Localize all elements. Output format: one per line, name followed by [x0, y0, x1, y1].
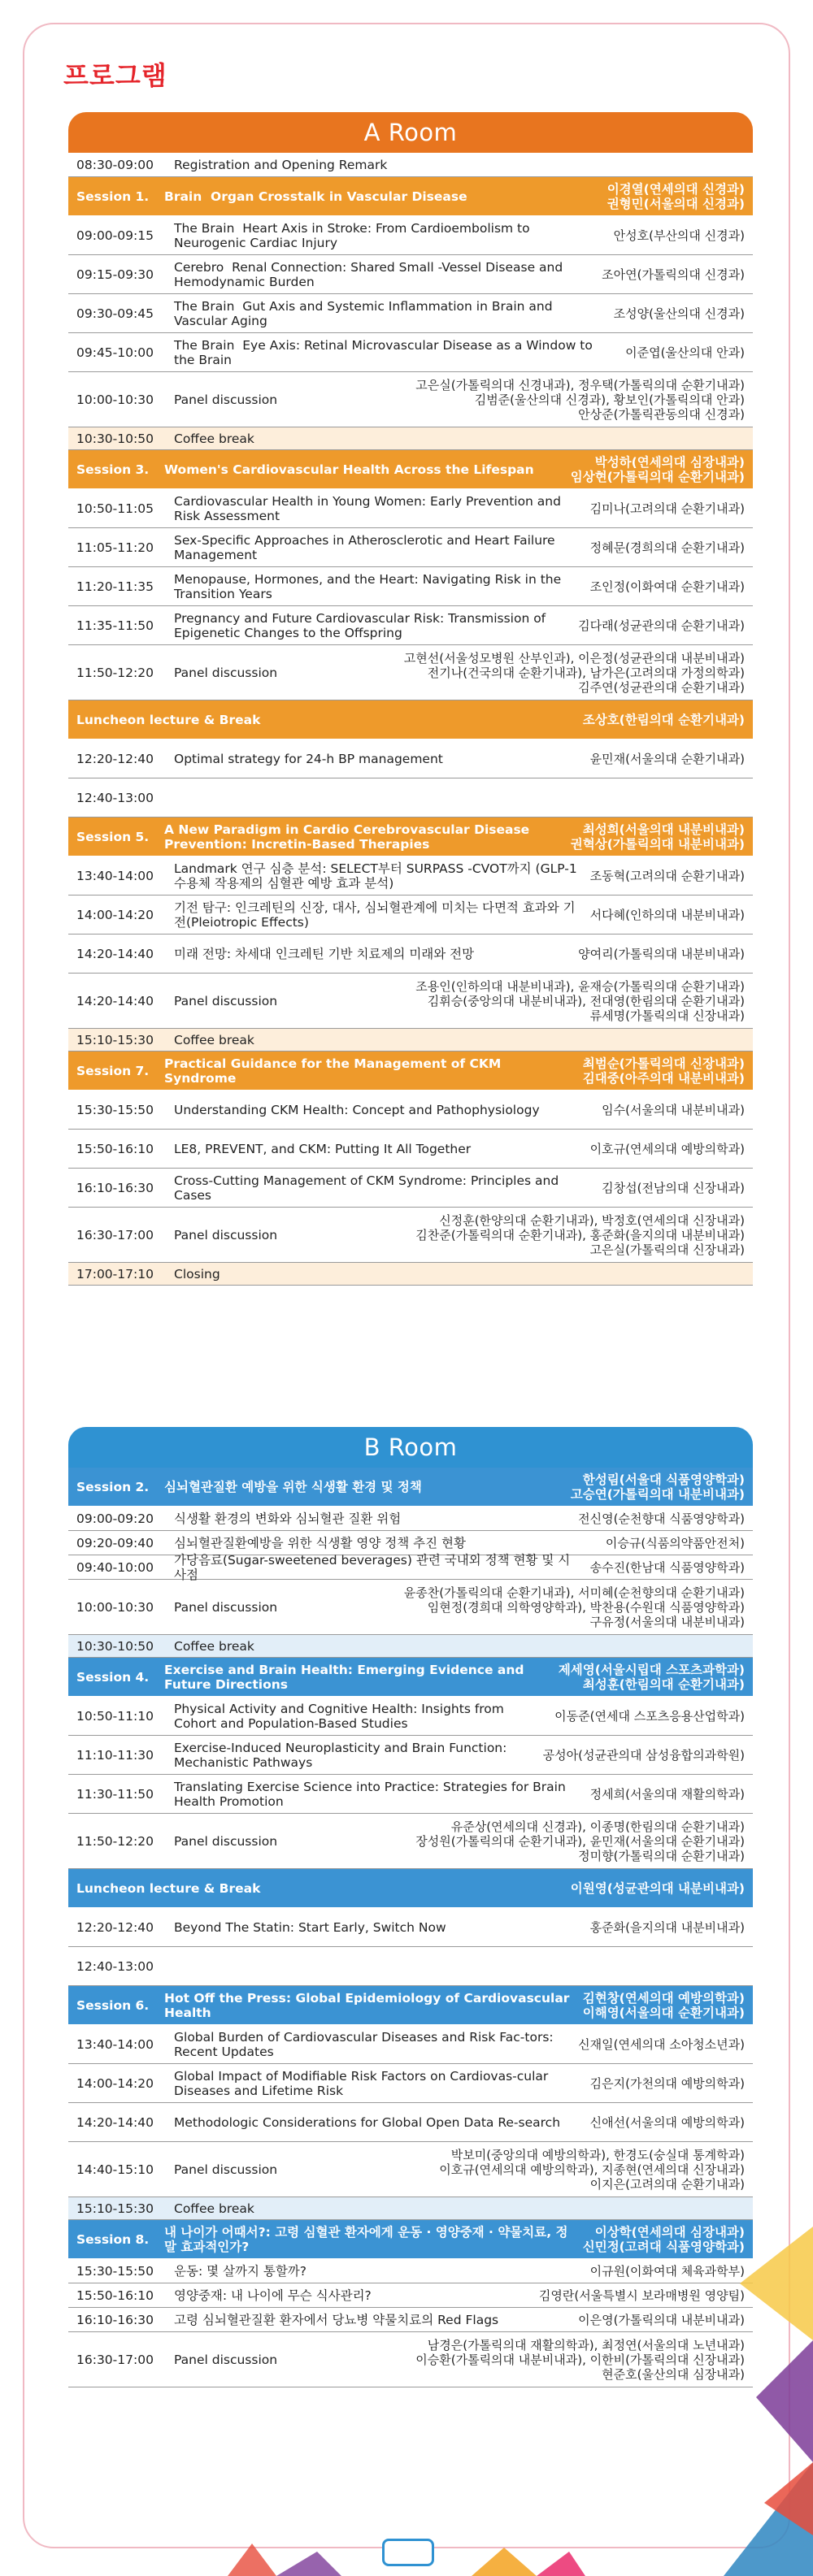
- session-title: Hot Off the Press: Global Epidemiology of Cardiovascular Health: [164, 1990, 570, 2020]
- speaker: 고현선(서울성모병원 산부인과), 이은정(성균관의대 내분비내과) 전기나(건국의대 순환기내과), 남가은(고려의대 가정의학과) 김주연(성균관의대 순환기내과): [403, 650, 745, 695]
- time-slot: 12:40-13:00: [76, 790, 154, 805]
- talk-title: Coffee break: [174, 1638, 254, 1654]
- session-chairs: 최범순(가톨릭의대 신장내과) 김대중(아주의대 내분비내과): [582, 1056, 745, 1086]
- schedule-row: [68, 1507, 753, 1531]
- time-slot: 16:10-16:30: [76, 1180, 154, 1195]
- session-chairs: 이원영(성균관의대 내분비내과): [570, 1880, 745, 1896]
- schedule-row: [68, 294, 753, 333]
- session-title: Women's Cardiovascular Health Across the Lifespan: [164, 462, 534, 477]
- schedule-row: [68, 333, 753, 372]
- schedule-row: [68, 372, 753, 427]
- speaker: 김창섭(전남의대 신장내과): [602, 1180, 745, 1195]
- session-header-row: [68, 1658, 753, 1697]
- session-chairs: 박성하(연세의대 심장내과) 임상현(가톨릭의대 순환기내과): [570, 454, 745, 484]
- talk-title: Beyond The Statin: Start Early, Switch Now: [174, 1919, 446, 1935]
- session-title: 내 나이가 어때서?: 고령 심혈관 환자에게 운동 · 영양중재 · 약물치료, 정말 효과적인가?: [164, 2224, 568, 2254]
- talk-title: Sex-Specific Approaches in Atherosclerotic and Heart Failure Management: [174, 532, 555, 562]
- time-slot: 09:20-09:40: [76, 1535, 154, 1550]
- speaker: 이은영(가톨릭의대 내분비내과): [578, 2312, 745, 2327]
- schedule-row: [68, 1947, 753, 1986]
- talk-title: Panel discussion: [174, 1599, 278, 1615]
- speaker: 홍준화(을지의대 내분비내과): [589, 1919, 745, 1935]
- talk-title: The Brain Eye Axis: Retinal Microvascular Disease as a Window to the Brain: [174, 337, 593, 367]
- time-slot: 10:30-10:50: [76, 1638, 154, 1654]
- talk-title: Panel discussion: [174, 1833, 278, 1849]
- talk-title: The Brain Heart Axis in Stroke: From Cardioembolism to Neurogenic Cardiac Injury: [174, 220, 530, 250]
- schedule-row: [68, 1580, 753, 1635]
- session-label: Session 3.: [76, 462, 150, 477]
- room-a-header: A Room: [68, 112, 753, 153]
- schedule-row: [68, 528, 753, 567]
- schedule-row: [68, 216, 753, 255]
- talk-title: Global Burden of Cardiovascular Diseases and Risk Fac-tors: Recent Updates: [174, 2029, 554, 2059]
- time-slot: 11:50-12:20: [76, 1833, 154, 1849]
- speaker: 김은지(가천의대 예방의학과): [589, 2075, 745, 2091]
- time-slot: 12:20-12:40: [76, 1919, 154, 1935]
- schedule-row: [68, 606, 753, 645]
- break-row: [68, 427, 753, 450]
- talk-title: Cerebro Renal Connection: Shared Small -Vessel Disease and Hemodynamic Burden: [174, 259, 563, 289]
- schedule-row: [68, 1775, 753, 1814]
- session-header-row: [68, 700, 753, 739]
- talk-title: 식생활 환경의 변화와 심뇌혈관 질환 위험: [174, 1511, 402, 1526]
- talk-title: Cross-Cutting Management of CKM Syndrome: Principles and Cases: [174, 1173, 559, 1203]
- talk-title: Menopause, Hormones, and the Heart: Navigating Risk in the Transition Years: [174, 571, 562, 601]
- schedule-row: [68, 1814, 753, 1869]
- schedule-row: [68, 1552, 753, 1582]
- session-chairs: 한성림(서울대 식품영양학과) 고승연(가톨릭의대 내분비내과): [570, 1472, 745, 1502]
- session-title: 심뇌혈관질환 예방을 위한 식생활 환경 및 정책: [164, 1479, 422, 1494]
- time-slot: 11:30-11:50: [76, 1786, 154, 1802]
- speaker: 박보미(중앙의대 예방의학과), 한경도(숭실대 통계학과) 이호규(연세의대 예방의학과), 지종현(연세의대 신장내과) 이지은(고려의대 순환기내과): [439, 2147, 745, 2192]
- time-slot: 17:00-17:10: [76, 1266, 154, 1281]
- talk-title: Methodologic Considerations for Global Open Data Re-search: [174, 2114, 561, 2130]
- speaker: 이규원(이화여대 체육과학부): [589, 2263, 745, 2279]
- speaker: 남경은(가톨릭의대 재활의학과), 최정연(서울의대 노년내과) 이승환(가톨릭의대 내분비내과), 이한비(가톨릭의대 신장내과) 현준호(울산의대 심장내과): [415, 2337, 745, 2382]
- session-title: Brain Organ Crosstalk in Vascular Disease: [164, 189, 467, 204]
- talk-title: Panel discussion: [174, 2352, 278, 2367]
- session-header-row: [68, 1052, 753, 1091]
- schedule-row: [68, 1736, 753, 1775]
- time-slot: 10:30-10:50: [76, 431, 154, 446]
- time-slot: 11:50-12:20: [76, 665, 154, 680]
- schedule-row: [68, 2308, 753, 2332]
- schedule-row: [68, 1130, 753, 1169]
- schedule-row: [68, 2142, 753, 2197]
- schedule-row: [68, 1091, 753, 1130]
- schedule-row: [68, 2283, 753, 2308]
- talk-title: Understanding CKM Health: Concept and Pathophysiology: [174, 1102, 540, 1117]
- time-slot: 08:30-09:00: [76, 157, 154, 172]
- talk-title: Landmark 연구 심층 분석: SELECT부터 SURPASS -CVOT까지 (GLP-1 수용체 작용제의 심혈관 예방 효과 분석): [174, 861, 577, 891]
- speaker: 송수진(한남대 식품영양학과): [589, 1559, 745, 1575]
- speaker: 공성아(성균관의대 삼성융합의과학원): [542, 1747, 745, 1763]
- schedule-row: [68, 2332, 753, 2387]
- talk-title: 기전 탐구: 인크레틴의 신장, 대사, 심뇌혈관계에 미치는 다면적 효과와 기전(Pleiotropic Effects): [174, 900, 576, 930]
- speaker: 서다혜(인하의대 내분비내과): [589, 907, 745, 922]
- decorative-corner-shapes: [691, 2194, 813, 2576]
- speaker: 고은실(가톨릭의대 신경내과), 정우택(가톨릭의대 순환기내과) 김범준(울산의대 신경과), 황보인(가톨릭의대 안과) 안상준(가톨릭관동의대 신경과): [415, 377, 745, 422]
- time-slot: 09:40-10:00: [76, 1559, 154, 1575]
- time-slot: 16:10-16:30: [76, 2312, 154, 2327]
- talk-title: Panel discussion: [174, 1227, 278, 1242]
- talk-title: 심뇌혈관질환예방을 위한 식생활 영양 정책 추진 현황: [174, 1535, 466, 1550]
- session-label: Session 1.: [76, 189, 150, 204]
- time-slot: 09:00-09:20: [76, 1511, 154, 1526]
- session-title: Luncheon lecture & Break: [76, 1880, 261, 1896]
- talk-title: Registration and Opening Remark: [174, 157, 388, 172]
- talk-title: Coffee break: [174, 1032, 254, 1047]
- room-a-schedule: [68, 153, 753, 1286]
- talk-title: Translating Exercise Science into Practice: Strategies for Brain Health Promotion: [174, 1779, 566, 1809]
- schedule-row: [68, 1908, 753, 1947]
- session-header-row: [68, 817, 753, 856]
- time-slot: 11:10-11:30: [76, 1747, 154, 1763]
- schedule-row: [68, 2025, 753, 2064]
- time-slot: 09:15-09:30: [76, 267, 154, 282]
- speaker: 조인정(이화여대 순환기내과): [589, 579, 745, 594]
- schedule-row: [68, 567, 753, 606]
- time-slot: 16:30-17:00: [76, 1227, 154, 1242]
- talk-title: Closing: [174, 1266, 220, 1281]
- session-header-row: [68, 450, 753, 489]
- talk-title: Pregnancy and Future Cardiovascular Risk: Transmission of Epigenetic Changes to the Offspring: [174, 610, 546, 640]
- break-row: [68, 1635, 753, 1658]
- session-title: Luncheon lecture & Break: [76, 712, 261, 727]
- speaker: 신재일(연세의대 소아청소년과): [578, 2036, 745, 2052]
- talk-title: Cardiovascular Health in Young Women: Early Prevention and Risk Assessment: [174, 493, 561, 523]
- room-b-header: B Room: [68, 1427, 753, 1468]
- session-chairs: 김현창(연세의대 예방의학과) 이해영(서울의대 순환기내과): [582, 1990, 745, 2020]
- talk-title: Coffee break: [174, 431, 254, 446]
- session-label: Session 4.: [76, 1669, 150, 1685]
- schedule-row: [68, 255, 753, 294]
- talk-title: Panel discussion: [174, 2162, 278, 2177]
- talk-title: 가당음료(Sugar-sweetened beverages) 관련 국내외 정책 현황 및 시사점: [174, 1552, 571, 1582]
- session-chairs: 제세영(서울시립대 스포츠과학과) 최성훈(한림의대 순환기내과): [558, 1662, 745, 1692]
- time-slot: 09:30-09:45: [76, 306, 154, 321]
- schedule-row: [68, 2064, 753, 2103]
- talk-title: 미래 전망: 차세대 인크레틴 기반 치료제의 미래와 전망: [174, 946, 475, 961]
- session-chairs: 이경열(연세의대 신경과) 권형민(서울의대 신경과): [606, 181, 745, 211]
- schedule-row: [68, 739, 753, 778]
- time-slot: 10:50-11:10: [76, 1708, 154, 1724]
- time-slot: 10:00-10:30: [76, 392, 154, 407]
- page-title: 프로그램: [63, 60, 167, 91]
- time-slot: 14:40-15:10: [76, 2162, 154, 2177]
- time-slot: 15:10-15:30: [76, 1032, 154, 1047]
- time-slot: 09:45-10:00: [76, 345, 154, 360]
- schedule-row: [68, 778, 753, 817]
- speaker: 이호규(연세의대 예방의학과): [589, 1141, 745, 1156]
- break-row: [68, 1263, 753, 1286]
- speaker: 조용인(인하의대 내분비내과), 윤재승(가톨릭의대 순환기내과) 김휘승(중앙의대 내분비내과), 전대영(한림의대 순환기내과) 류세명(가톨릭의대 신장내과): [415, 978, 745, 1023]
- schedule-row: [68, 2103, 753, 2142]
- session-chairs: 조상호(한림의대 순환기내과): [582, 712, 745, 727]
- speaker: 조성양(울산의대 신경과): [613, 306, 745, 321]
- session-header-row: [68, 1986, 753, 2025]
- time-slot: 11:20-11:35: [76, 579, 154, 594]
- schedule-row: [68, 1531, 753, 1555]
- schedule-row: [68, 1697, 753, 1736]
- time-slot: 12:20-12:40: [76, 751, 154, 766]
- time-slot: 14:20-14:40: [76, 946, 154, 961]
- speaker: 이승규(식품의약품안전처): [605, 1535, 745, 1550]
- session-chairs: 이상학(연세의대 심장내과) 신민정(고려대 식품영양학과): [582, 2224, 745, 2254]
- speaker: 양여리(가톨릭의대 내분비내과): [578, 946, 745, 961]
- speaker: 이동준(연세대 스포츠응용산업학과): [554, 1708, 745, 1724]
- schedule-row: [68, 2259, 753, 2283]
- time-slot: 13:40-14:00: [76, 868, 154, 883]
- schedule-row: [68, 489, 753, 528]
- logo: [382, 2539, 434, 2566]
- schedule-row: [68, 974, 753, 1029]
- time-slot: 14:00-14:20: [76, 2075, 154, 2091]
- time-slot: 15:10-15:30: [76, 2201, 154, 2216]
- talk-title: 영양중재: 내 나이에 무슨 식사관리?: [174, 2288, 372, 2303]
- time-slot: 11:05-11:20: [76, 540, 154, 555]
- session-label: Session 6.: [76, 1997, 150, 2013]
- schedule-row: [68, 856, 753, 896]
- room-b-schedule: [68, 1468, 753, 2387]
- room-b-section: [68, 1427, 753, 2387]
- speaker: 김영란(서울특별시 보라매병원 영양팀): [538, 2288, 745, 2303]
- speaker: 김다래(성균관의대 순환기내과): [578, 618, 745, 633]
- session-title: Practical Guidance for the Management of CKM Syndrome: [164, 1056, 502, 1086]
- speaker: 조아연(가톨릭의대 신경과): [602, 267, 745, 282]
- time-slot: 15:30-15:50: [76, 2263, 154, 2279]
- time-slot: 13:40-14:00: [76, 2036, 154, 2052]
- schedule-row: [68, 896, 753, 935]
- session-label: Session 2.: [76, 1479, 150, 1494]
- talk-title: Exercise-Induced Neuroplasticity and Brain Function: Mechanistic Pathways: [174, 1740, 507, 1770]
- time-slot: 16:30-17:00: [76, 2352, 154, 2367]
- session-title: Exercise and Brain Health: Emerging Evidence and Future Directions: [164, 1662, 524, 1692]
- session-header-row: [68, 177, 753, 216]
- schedule-row: [68, 935, 753, 974]
- talk-title: Panel discussion: [174, 993, 278, 1008]
- talk-title: Optimal strategy for 24-h BP management: [174, 751, 443, 766]
- time-slot: 12:40-13:00: [76, 1958, 154, 1974]
- schedule-row: [68, 153, 753, 177]
- speaker: 임수(서울의대 내분비내과): [602, 1102, 745, 1117]
- time-slot: 10:00-10:30: [76, 1599, 154, 1615]
- talk-title: The Brain Gut Axis and Systemic Inflammation in Brain and Vascular Aging: [174, 298, 553, 328]
- time-slot: 14:20-14:40: [76, 993, 154, 1008]
- session-header-row: [68, 1869, 753, 1908]
- talk-title: Panel discussion: [174, 665, 278, 680]
- session-label: Session 5.: [76, 829, 150, 844]
- speaker: 신애선(서울의대 예방의학과): [589, 2114, 745, 2130]
- time-slot: 11:35-11:50: [76, 618, 154, 633]
- time-slot: 14:00-14:20: [76, 907, 154, 922]
- session-title: A New Paradigm in Cardio Cerebrovascular Disease Prevention: Incretin-Based Therapies: [164, 822, 530, 852]
- time-slot: 10:50-11:05: [76, 501, 154, 516]
- break-row: [68, 1029, 753, 1052]
- speaker: 전신영(순천향대 식품영양학과): [578, 1511, 745, 1526]
- speaker: 정혜문(경희의대 순환기내과): [589, 540, 745, 555]
- time-slot: 15:50-16:10: [76, 2288, 154, 2303]
- speaker: 이준엽(울산의대 안과): [625, 345, 745, 360]
- speaker: 김미나(고려의대 순환기내과): [589, 501, 745, 516]
- schedule-row: [68, 1208, 753, 1263]
- talk-title: Global Impact of Modifiable Risk Factors on Cardiovas-cular Diseases and Lifetime Risk: [174, 2068, 549, 2098]
- talk-title: 운동: 몇 살까지 통할까?: [174, 2263, 307, 2279]
- talk-title: LE8, PREVENT, and CKM: Putting It All Together: [174, 1141, 472, 1156]
- session-label: Session 8.: [76, 2231, 150, 2247]
- talk-title: 고령 심뇌혈관질환 환자에서 당뇨병 약물치료의 Red Flags: [174, 2312, 499, 2327]
- time-slot: 15:30-15:50: [76, 1102, 154, 1117]
- session-header-row: [68, 2220, 753, 2259]
- speaker: 윤민재(서울의대 순환기내과): [589, 751, 745, 766]
- time-slot: 09:00-09:15: [76, 228, 154, 243]
- talk-title: Physical Activity and Cognitive Health: Insights from Cohort and Population-Based Studies: [174, 1701, 504, 1731]
- time-slot: 15:50-16:10: [76, 1141, 154, 1156]
- speaker: 정세희(서울의대 재활의학과): [589, 1786, 745, 1802]
- talk-title: Coffee break: [174, 2201, 254, 2216]
- speaker: 조동혁(고려의대 순환기내과): [589, 868, 745, 883]
- speaker: 유준상(연세의대 신경과), 이종명(한림의대 순환기내과) 장성원(가톨릭의대 순환기내과), 윤민재(서울의대 순환기내과) 정미향(가톨릭의대 순환기내과): [415, 1819, 745, 1863]
- session-label: Session 7.: [76, 1063, 150, 1078]
- schedule-row: [68, 645, 753, 700]
- break-row: [68, 2197, 753, 2220]
- schedule-row: [68, 1169, 753, 1208]
- room-a-section: [68, 112, 753, 1286]
- talk-title: Panel discussion: [174, 392, 278, 407]
- session-chairs: 최성희(서울의대 내분비내과) 권혁상(가톨릭의대 내분비내과): [570, 822, 745, 852]
- speaker: 신정훈(한양의대 순환기내과), 박정호(연세의대 신장내과) 김찬준(가톨릭의대 순환기내과), 홍준화(을지의대 내분비내과) 고은실(가톨릭의대 신장내과): [415, 1212, 745, 1257]
- session-header-row: [68, 1468, 753, 1507]
- time-slot: 14:20-14:40: [76, 2114, 154, 2130]
- speaker: 안성호(부산의대 신경과): [613, 228, 745, 243]
- speaker: 윤종찬(가톨릭의대 순환기내과), 서미혜(순천향의대 순환기내과) 임현정(경희대 의학영양학과), 박찬용(수원대 식품영양학과) 구유정(서울의대 내분비내과): [403, 1585, 745, 1629]
